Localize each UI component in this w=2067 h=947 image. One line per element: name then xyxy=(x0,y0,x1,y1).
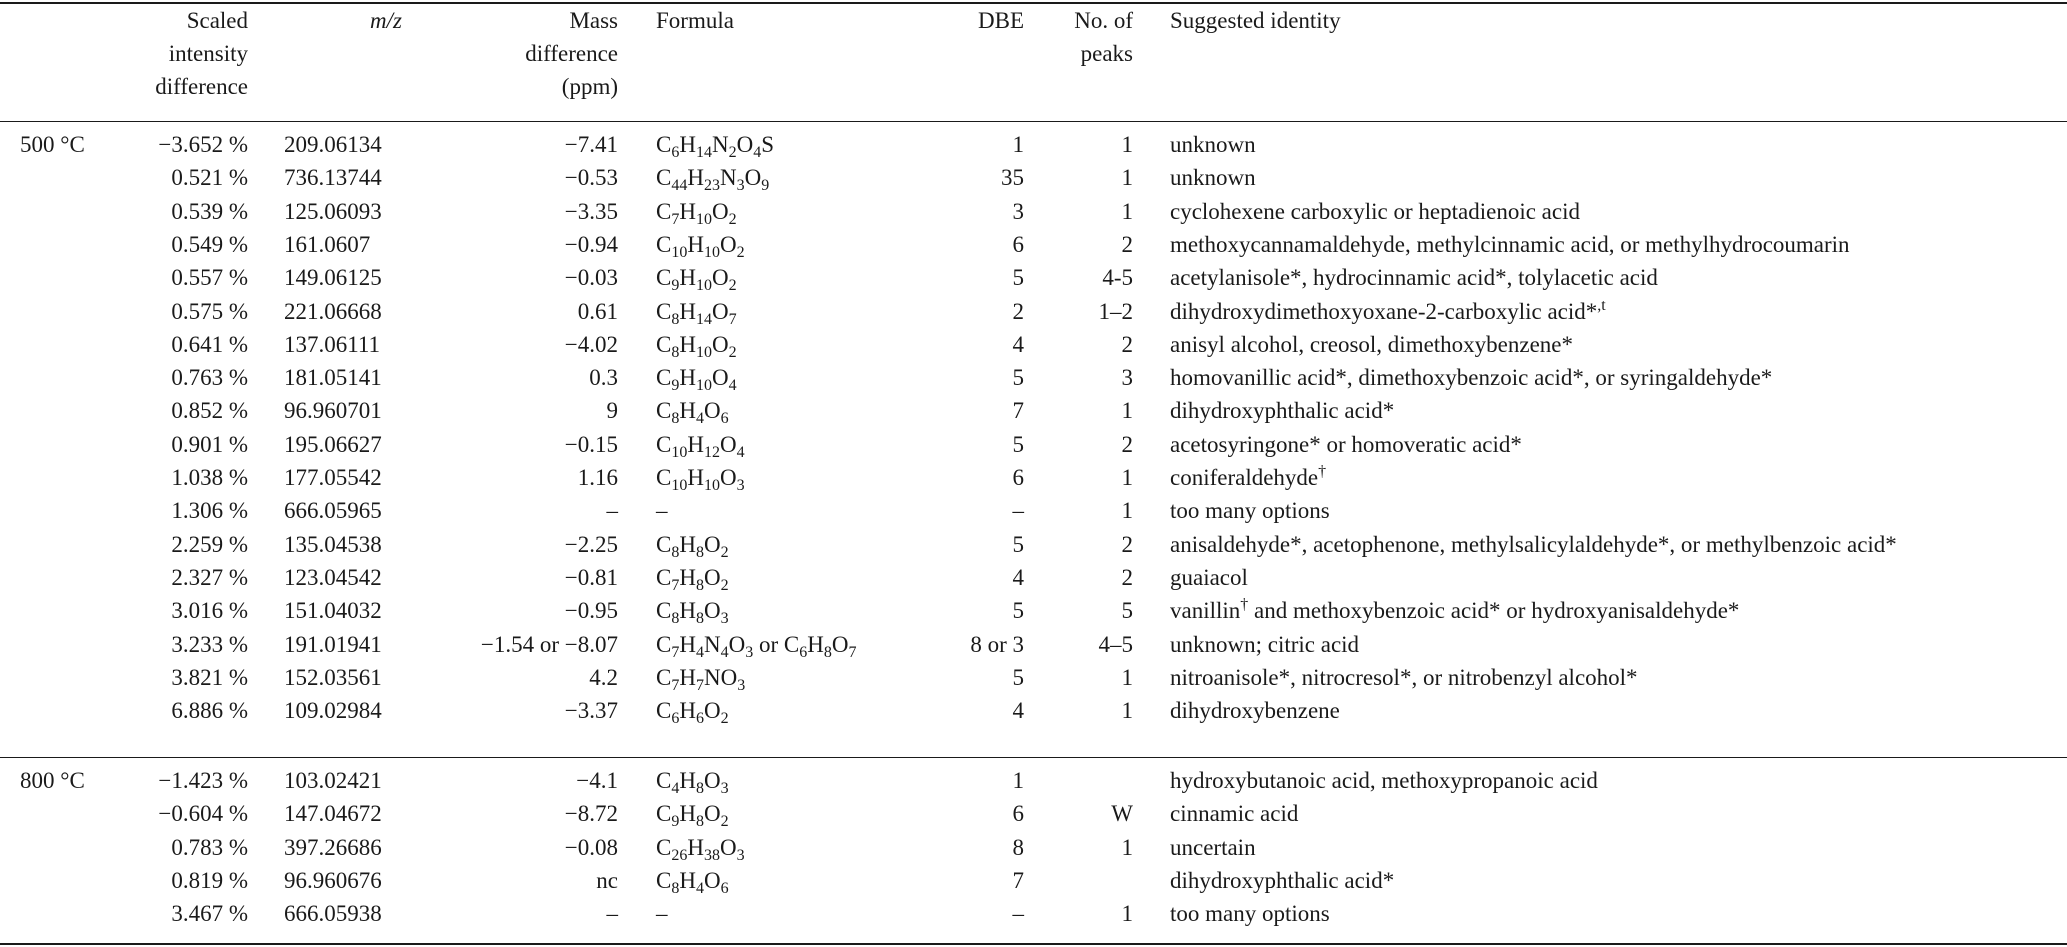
table-row xyxy=(0,228,2067,261)
cell-formula: $C_{10}H_{10}O_2$ xyxy=(656,231,745,261)
cell-peaks: 2 xyxy=(1121,331,1133,357)
cell-formula: $C_6H_{14}N_2O_4S$ xyxy=(656,132,775,161)
cell-formula: $C_7H_7NO_3$ xyxy=(656,664,746,694)
cell-intensity: 1.038 % xyxy=(171,465,248,490)
cell-mz: 123.04542 xyxy=(284,564,382,590)
cell-mz: 149.06125 xyxy=(284,265,382,291)
table-row xyxy=(0,694,2067,727)
cell-intensity: 0.901 % xyxy=(171,431,248,457)
cell-mass-difference: −0.08 xyxy=(564,834,618,860)
cell-intensity: 3.233 % xyxy=(171,631,248,657)
table-row xyxy=(0,661,2067,694)
cell-identity: vanillin† and methoxybenzoic acid* or hydroxyanisaldehyde* xyxy=(1170,596,1740,624)
cell-intensity: 2.327 % xyxy=(171,564,248,590)
cell-mass-difference: 1.16 xyxy=(577,465,618,490)
cell-mass-difference: −0.15 xyxy=(564,431,618,457)
cell-formula: $C_{10}H_{12}O_4$ xyxy=(656,431,745,461)
cell-dbe: 5 xyxy=(1012,598,1024,624)
cell-peaks: 1 xyxy=(1121,198,1133,224)
cell-peaks: 1 xyxy=(1121,132,1133,157)
table-row xyxy=(0,897,2067,930)
table-row xyxy=(0,428,2067,461)
cell-formula: $C_4H_8O_3$ xyxy=(656,768,729,797)
cell-dbe: 1 xyxy=(1012,768,1024,793)
table-row xyxy=(0,628,2067,661)
cell-identity: cyclohexene carboxylic or heptadienoic acid xyxy=(1170,198,1580,224)
cell-intensity: 0.521 % xyxy=(171,165,248,191)
cell-mz: 195.06627 xyxy=(284,431,382,457)
cell-mz: 666.05965 xyxy=(284,498,382,524)
cell-dbe: 1 xyxy=(1012,132,1024,157)
cell-mass-difference: −3.35 xyxy=(564,198,618,224)
cell-peaks: 1 xyxy=(1121,698,1133,724)
cell-mass-difference: 4.2 xyxy=(589,664,618,690)
cell-identity: nitroanisole*, nitrocresol*, or nitrobenzyl alcohol* xyxy=(1170,664,1638,690)
cell-formula: $C_6H_6O_2$ xyxy=(656,698,729,728)
cell-peaks: 4-5 xyxy=(1102,265,1133,291)
cell-dbe: 8 or 3 xyxy=(970,631,1024,657)
cell-mass-difference: – xyxy=(606,901,618,927)
cell-identity: too many options xyxy=(1170,901,1330,927)
cell-intensity: 6.886 % xyxy=(171,698,248,724)
header-mass-difference: Mass difference (ppm) xyxy=(525,8,618,99)
bottom-rule xyxy=(0,943,2067,945)
cell-peaks: 5 xyxy=(1121,598,1133,624)
cell-mz: 161.0607 xyxy=(284,231,371,257)
cell-mz: 666.05938 xyxy=(284,901,382,927)
cell-dbe: – xyxy=(1012,901,1024,927)
cell-identity: dihydroxydimethoxyoxane-2-carboxylic acid*$^{,t}$ xyxy=(1170,296,1606,324)
cell-mass-difference: −4.1 xyxy=(576,768,618,793)
cell-mass-difference: −0.03 xyxy=(564,265,618,291)
cell-intensity: 0.852 % xyxy=(171,398,248,424)
cell-intensity: −3.652 % xyxy=(158,132,248,157)
cell-mass-difference: −8.72 xyxy=(564,801,618,827)
cell-peaks: 1 xyxy=(1121,664,1133,690)
cell-identity: cinnamic acid xyxy=(1170,801,1299,827)
header-suggested-identity: Suggested identity xyxy=(1170,8,1341,33)
table-row xyxy=(0,528,2067,561)
cell-mz: 191.01941 xyxy=(284,631,382,657)
cell-mass-difference: −1.54 or −8.07 xyxy=(480,631,618,657)
cell-mass-difference: −2.25 xyxy=(564,531,618,557)
cell-mass-difference: −0.81 xyxy=(564,564,618,590)
header-rule xyxy=(0,121,2067,122)
cell-dbe: 5 xyxy=(1012,431,1024,457)
cell-dbe: 4 xyxy=(1012,564,1024,590)
cell-mz: 181.05141 xyxy=(284,365,382,391)
cell-identity: methoxycannamaldehyde, methylcinnamic acid, or methylhydrocoumarin xyxy=(1170,231,1850,257)
table-row xyxy=(0,394,2067,427)
cell-dbe: 4 xyxy=(1012,698,1024,724)
cell-intensity: 0.763 % xyxy=(171,365,248,391)
cell-identity: coniferaldehyde† xyxy=(1170,463,1327,490)
cell-dbe: 5 xyxy=(1012,265,1024,291)
cell-identity: unknown; citric acid xyxy=(1170,631,1360,657)
table-row xyxy=(0,764,2067,797)
cell-formula: $C_8H_4O_6$ xyxy=(656,398,729,428)
cell-identity: anisyl alcohol, creosol, dimethoxybenzene* xyxy=(1170,331,1574,357)
table-row xyxy=(0,295,2067,328)
table-row xyxy=(0,195,2067,228)
cell-mz: 135.04538 xyxy=(284,531,382,557)
table-row xyxy=(0,494,2067,527)
cell-dbe: 7 xyxy=(1012,398,1024,424)
cell-intensity: 1.306 % xyxy=(171,498,248,524)
cell-dbe: 6 xyxy=(1012,465,1024,490)
cell-peaks: W xyxy=(1111,801,1133,827)
cell-identity: too many options xyxy=(1170,498,1330,524)
cell-mass-difference: 9 xyxy=(606,398,618,424)
header-formula: Formula xyxy=(656,8,734,33)
cell-dbe: 3 xyxy=(1012,198,1024,224)
cell-dbe: 7 xyxy=(1012,867,1024,893)
cell-mz: 137.06111 xyxy=(284,331,381,357)
cell-dbe: 35 xyxy=(1001,165,1024,191)
cell-mz: 209.06134 xyxy=(284,132,382,157)
cell-intensity: 0.641 % xyxy=(171,331,248,357)
cell-mz: 125.06093 xyxy=(284,198,382,224)
cell-peaks: 1 xyxy=(1121,465,1133,490)
cell-temperature: 800 °C xyxy=(20,768,85,793)
table-row xyxy=(0,461,2067,494)
table-row xyxy=(0,328,2067,361)
cell-peaks: 1–2 xyxy=(1098,298,1133,324)
cell-mass-difference: 0.61 xyxy=(577,298,618,324)
table-row xyxy=(0,864,2067,897)
cell-formula: $C_{44}H_{23}N_3O_9$ xyxy=(656,165,770,195)
cell-formula: $C_9H_8O_2$ xyxy=(656,801,729,831)
cell-identity: hydroxybutanoic acid, methoxypropanoic acid xyxy=(1170,768,1598,793)
cell-mass-difference: – xyxy=(606,498,618,524)
cell-formula: $C_9H_{10}O_2$ xyxy=(656,265,737,295)
table-row xyxy=(0,831,2067,864)
cell-peaks: 1 xyxy=(1121,901,1133,927)
cell-peaks: 1 xyxy=(1121,398,1133,424)
cell-formula: $C_8H_{14}O_7$ xyxy=(656,298,737,328)
cell-mass-difference: −7.41 xyxy=(564,132,618,157)
cell-identity: dihydroxybenzene xyxy=(1170,698,1340,724)
cell-formula: – xyxy=(656,901,668,927)
table-row xyxy=(0,128,2067,161)
cell-formula: – xyxy=(656,498,668,524)
cell-mz: 397.26686 xyxy=(284,834,382,860)
cell-identity: unknown xyxy=(1170,165,1256,191)
table-row xyxy=(0,361,2067,394)
cell-intensity: 0.783 % xyxy=(171,834,248,860)
header-no-of-peaks: No. of peaks xyxy=(1074,8,1133,66)
cell-intensity: 0.575 % xyxy=(171,298,248,324)
cell-temperature: 500 °C xyxy=(20,132,85,157)
cell-formula: $C_7H_8O_2$ xyxy=(656,564,729,594)
cell-identity: dihydroxyphthalic acid* xyxy=(1170,398,1395,424)
cell-dbe: – xyxy=(1012,498,1024,524)
cell-peaks: 1 xyxy=(1121,834,1133,860)
cell-intensity: 2.259 % xyxy=(171,531,248,557)
section-rule xyxy=(0,757,2067,758)
cell-intensity: 0.539 % xyxy=(171,198,248,224)
cell-mz: 177.05542 xyxy=(284,465,382,490)
cell-peaks: 1 xyxy=(1121,498,1133,524)
cell-formula: $C_8H_{10}O_2$ xyxy=(656,331,737,361)
cell-peaks: 2 xyxy=(1121,531,1133,557)
cell-intensity: 0.557 % xyxy=(171,265,248,291)
cell-mz: 151.04032 xyxy=(284,598,382,624)
cell-intensity: 3.016 % xyxy=(171,598,248,624)
table-row xyxy=(0,797,2067,830)
cell-formula: $C_7H_{10}O_2$ xyxy=(656,198,737,228)
cell-mz: 221.06668 xyxy=(284,298,382,324)
cell-formula: $C_9H_{10}O_4$ xyxy=(656,365,737,395)
cell-formula: $C_8H_4O_6$ xyxy=(656,867,729,897)
cell-dbe: 4 xyxy=(1012,331,1024,357)
cell-formula: $C_{26}H_{38}O_3$ xyxy=(656,834,745,864)
table-row xyxy=(0,594,2067,627)
cell-intensity: −0.604 % xyxy=(158,801,248,827)
table-row xyxy=(0,161,2067,194)
cell-mass-difference: −0.53 xyxy=(564,165,618,191)
header-dbe: DBE xyxy=(978,8,1024,33)
cell-identity: acetylanisole*, hydrocinnamic acid*, tolylacetic acid xyxy=(1170,265,1658,291)
cell-mz: 96.960701 xyxy=(284,398,382,424)
cell-dbe: 2 xyxy=(1012,298,1024,324)
cell-mass-difference: −3.37 xyxy=(564,698,618,724)
cell-mass-difference: nc xyxy=(596,867,618,893)
header-mz: m/z xyxy=(370,8,402,33)
cell-peaks: 2 xyxy=(1121,231,1133,257)
cell-dbe: 8 xyxy=(1012,834,1024,860)
cell-formula: $C_{10}H_{10}O_3$ xyxy=(656,465,745,494)
cell-dbe: 5 xyxy=(1012,365,1024,391)
cell-mass-difference: −4.02 xyxy=(564,331,618,357)
cell-peaks: 3 xyxy=(1121,365,1133,391)
cell-identity: acetosyringone* or homoveratic acid* xyxy=(1170,431,1522,457)
cell-mz: 103.02421 xyxy=(284,768,382,793)
cell-formula: $C_8H_8O_2$ xyxy=(656,531,729,561)
cell-dbe: 6 xyxy=(1012,801,1024,827)
header-scaled-intensity: Scaled intensity difference xyxy=(155,8,248,99)
cell-intensity: 3.467 % xyxy=(171,901,248,927)
cell-mass-difference: −0.94 xyxy=(564,231,618,257)
cell-identity: guaiacol xyxy=(1170,564,1248,590)
table-row xyxy=(0,261,2067,294)
cell-mz: 147.04672 xyxy=(284,801,382,827)
cell-intensity: 3.821 % xyxy=(171,664,248,690)
cell-mz: 736.13744 xyxy=(284,165,382,191)
cell-identity: uncertain xyxy=(1170,834,1256,860)
cell-intensity: 0.549 % xyxy=(171,231,248,257)
cell-peaks: 2 xyxy=(1121,564,1133,590)
cell-formula: $C_7H_4N_4O_3$ or $C_6H_8O_7$ xyxy=(656,631,857,661)
cell-dbe: 5 xyxy=(1012,664,1024,690)
cell-mass-difference: −0.95 xyxy=(564,598,618,624)
cell-peaks: 2 xyxy=(1121,431,1133,457)
cell-dbe: 6 xyxy=(1012,231,1024,257)
cell-formula: $C_8H_8O_3$ xyxy=(656,598,729,628)
cell-peaks: 1 xyxy=(1121,165,1133,191)
cell-intensity: 0.819 % xyxy=(171,867,248,893)
cell-identity: anisaldehyde*, acetophenone, methylsalicylaldehyde*, or methylbenzoic acid* xyxy=(1170,531,1897,557)
table-row xyxy=(0,561,2067,594)
cell-identity: unknown xyxy=(1170,132,1256,157)
cell-peaks: 4–5 xyxy=(1098,631,1133,657)
cell-mz: 96.960676 xyxy=(284,867,382,893)
cell-mz: 152.03561 xyxy=(284,664,382,690)
cell-identity: homovanillic acid*, dimethoxybenzoic acid*, or syringaldehyde* xyxy=(1170,365,1773,391)
cell-intensity: −1.423 % xyxy=(158,768,248,793)
cell-mz: 109.02984 xyxy=(284,698,382,724)
cell-dbe: 5 xyxy=(1012,531,1024,557)
cell-identity: dihydroxyphthalic acid* xyxy=(1170,867,1395,893)
cell-mass-difference: 0.3 xyxy=(589,365,618,391)
